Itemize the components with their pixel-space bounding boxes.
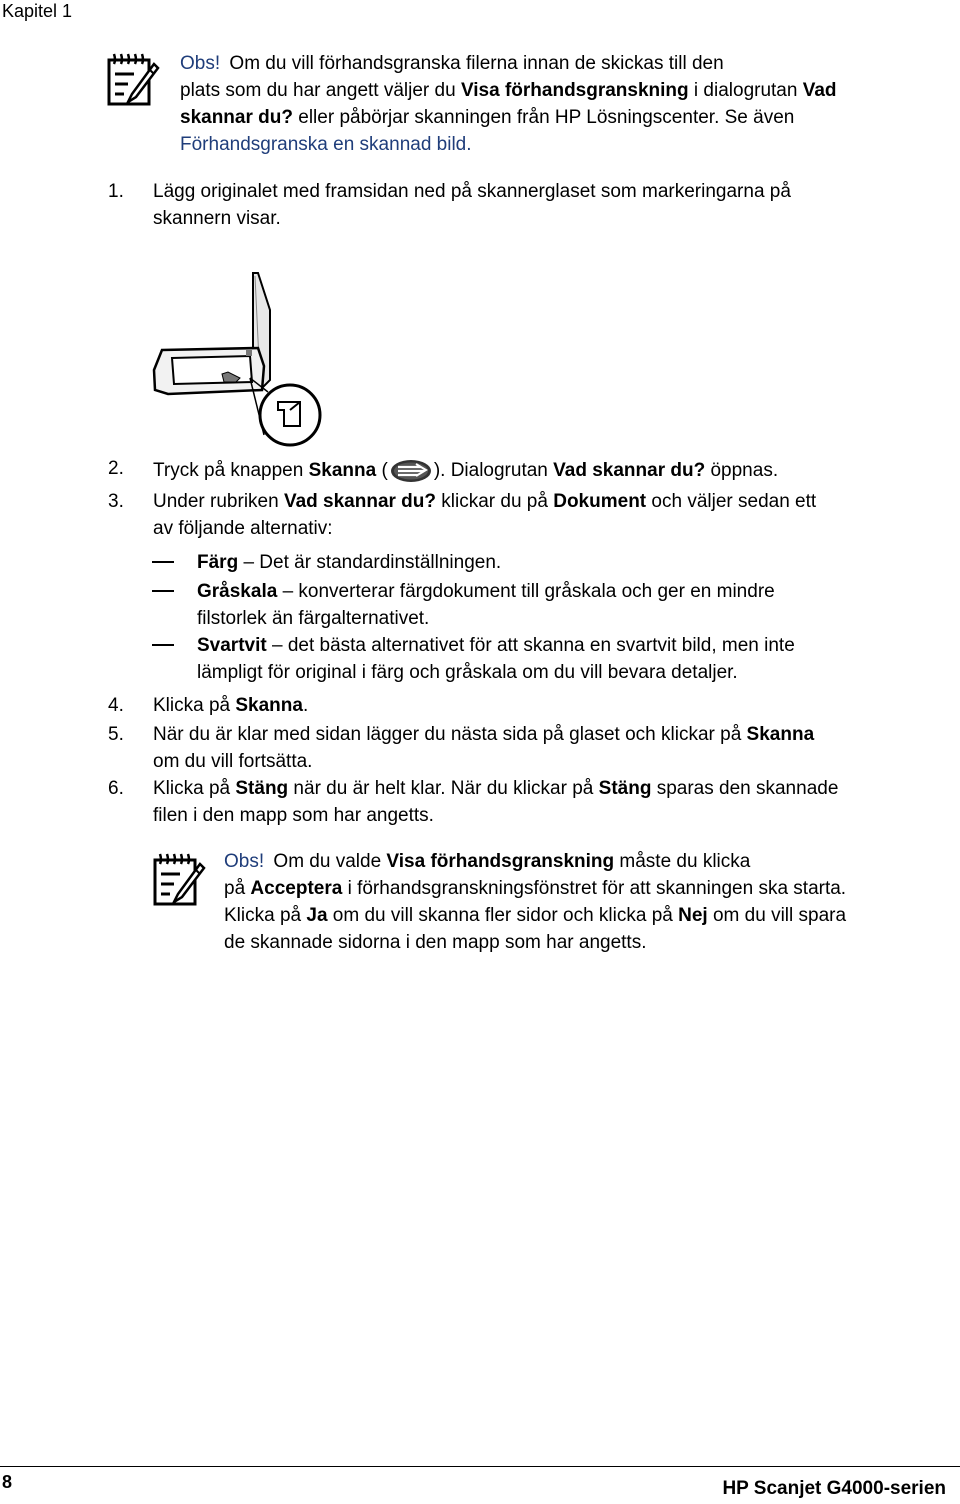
step1-line1: Lägg originalet med framsidan ned på skannerglaset som markeringarna på bbox=[153, 181, 791, 202]
step2-text2: ( bbox=[376, 460, 388, 481]
note1-text2: plats som du har angett väljer du bbox=[180, 80, 461, 101]
option3-desc: – det bästa alternativet för att skanna en svartvit bild, men inte bbox=[266, 635, 795, 656]
step1-number: 1. bbox=[108, 181, 124, 202]
step1-line2: skannern visar. bbox=[153, 208, 281, 229]
option2-text bbox=[197, 578, 775, 632]
preview-link[interactable]: Förhandsgranska en skannad bild. bbox=[180, 134, 472, 155]
option3-label: Svartvit bbox=[197, 635, 267, 656]
note1-bold2: Vad bbox=[802, 80, 837, 101]
note-pencil-icon bbox=[152, 850, 206, 908]
step2-text3: ). Dialogrutan bbox=[433, 460, 554, 481]
step6-number: 6. bbox=[108, 778, 124, 799]
note2-line4 bbox=[224, 929, 647, 956]
step3-text2: klickar du på bbox=[436, 491, 554, 512]
option1-text bbox=[197, 549, 501, 576]
step4-scan-label: Skanna bbox=[235, 695, 303, 716]
step5-text bbox=[153, 721, 814, 775]
note2-text6: om du vill skanna fler sidor och klicka på bbox=[327, 905, 679, 926]
option3-line2: lämpligt för original i färg och gråskala om du vill bevara detaljer. bbox=[197, 662, 738, 683]
step5-scan-label: Skanna bbox=[746, 724, 815, 745]
note1-exclamation: ! bbox=[214, 53, 221, 74]
note2-bold1: Visa förhandsgranskning bbox=[386, 851, 615, 872]
note1-bold3: skannar du? bbox=[180, 107, 293, 128]
step6-close-label-2: Stäng bbox=[598, 778, 652, 799]
scan-button-icon bbox=[388, 458, 434, 484]
note2-line2 bbox=[224, 875, 846, 902]
note1-text1: Om du vill förhandsgranska filerna innan de skickas till den bbox=[229, 53, 724, 74]
note1-obs-label: Obs bbox=[180, 53, 215, 74]
note1-line1 bbox=[180, 50, 724, 77]
page-number: 8 bbox=[2, 1472, 13, 1492]
step2-scan-label: Skanna bbox=[308, 460, 377, 481]
step2-text bbox=[153, 457, 778, 484]
note2-line1 bbox=[224, 848, 750, 875]
step4-number: 4. bbox=[108, 695, 124, 716]
option1-desc: – Det är standardinställningen. bbox=[238, 552, 502, 573]
option2-label: Gråskala bbox=[197, 581, 278, 602]
note-pencil-icon bbox=[106, 50, 160, 108]
step2-dialog-label: Vad skannar du? bbox=[553, 460, 706, 481]
note1-line2 bbox=[180, 77, 837, 104]
option2-dash bbox=[152, 590, 174, 592]
note2-text3: på bbox=[224, 878, 251, 899]
step3-line2: av följande alternativ: bbox=[153, 518, 333, 539]
note1-line3 bbox=[180, 104, 794, 131]
step5-number: 5. bbox=[108, 724, 124, 745]
note2-line3 bbox=[224, 902, 846, 929]
note2-text5: Klicka på bbox=[224, 905, 307, 926]
note2-text2: måste du klicka bbox=[614, 851, 751, 872]
note2-yes-label: Ja bbox=[306, 905, 328, 926]
step3-text1: Under rubriken bbox=[153, 491, 284, 512]
step4-text2: . bbox=[302, 695, 309, 716]
note1-text3: i dialogrutan bbox=[688, 80, 803, 101]
step4-text bbox=[153, 692, 308, 719]
option1-dash bbox=[152, 561, 174, 563]
option2-line2: filstorlek än färgalternativet. bbox=[197, 608, 430, 629]
note2-text1: Om du valde bbox=[273, 851, 387, 872]
step3-number: 3. bbox=[108, 491, 124, 512]
note2-exclamation: ! bbox=[258, 851, 265, 872]
chapter-header: Kapitel 1 bbox=[2, 1, 73, 21]
note1-text4: eller påbörjar skanningen från HP Lösningscenter. Se även bbox=[292, 107, 795, 128]
option1-label: Färg bbox=[197, 552, 239, 573]
step3-heading-label: Vad skannar du? bbox=[283, 491, 436, 512]
note2-text7: om du vill spara bbox=[707, 905, 847, 926]
note1-line4 bbox=[180, 131, 472, 158]
step5-text1: När du är klar med sidan lägger du nästa sida på glaset och klickar på bbox=[153, 724, 747, 745]
scanner-illustration bbox=[150, 270, 325, 452]
step6-line2: filen i den mapp som har angetts. bbox=[153, 805, 434, 826]
option3-dash bbox=[152, 644, 174, 646]
note2-no-label: Nej bbox=[678, 905, 708, 926]
option3-text bbox=[197, 632, 795, 686]
note1-bold1: Visa förhandsgranskning bbox=[460, 80, 689, 101]
step1-text bbox=[153, 178, 791, 232]
note2-accept-label: Acceptera bbox=[250, 878, 343, 899]
step3-line1 bbox=[153, 488, 816, 515]
step3-text bbox=[153, 488, 816, 542]
step4-text1: Klicka på bbox=[153, 695, 236, 716]
note2-text8: de skannade sidorna i den mapp som har angetts. bbox=[224, 932, 647, 953]
option2-desc: – konverterar färgdokument till gråskala och ger en mindre bbox=[277, 581, 775, 602]
step3-document-label: Dokument bbox=[553, 491, 647, 512]
step2-number: 2. bbox=[108, 458, 124, 479]
step2-text1: Tryck på knappen bbox=[153, 460, 309, 481]
step6-text bbox=[153, 775, 838, 829]
step3-text3: och väljer sedan ett bbox=[646, 491, 817, 512]
step6-text2: när du är helt klar. När du klickar på bbox=[288, 778, 599, 799]
footer-product: HP Scanjet G4000-serien bbox=[722, 1478, 946, 1499]
note2-obs-label: Obs bbox=[224, 851, 259, 872]
step6-text1: Klicka på bbox=[153, 778, 236, 799]
note2-text4: i förhandsgranskningsfönstret för att skanningen ska starta. bbox=[342, 878, 847, 899]
step2-text4: öppnas. bbox=[705, 460, 779, 481]
step6-close-label: Stäng bbox=[235, 778, 289, 799]
step5-line2: om du vill fortsätta. bbox=[153, 751, 313, 772]
step6-text3: sparas den skannade bbox=[651, 778, 839, 799]
footer-rule bbox=[0, 1466, 960, 1467]
